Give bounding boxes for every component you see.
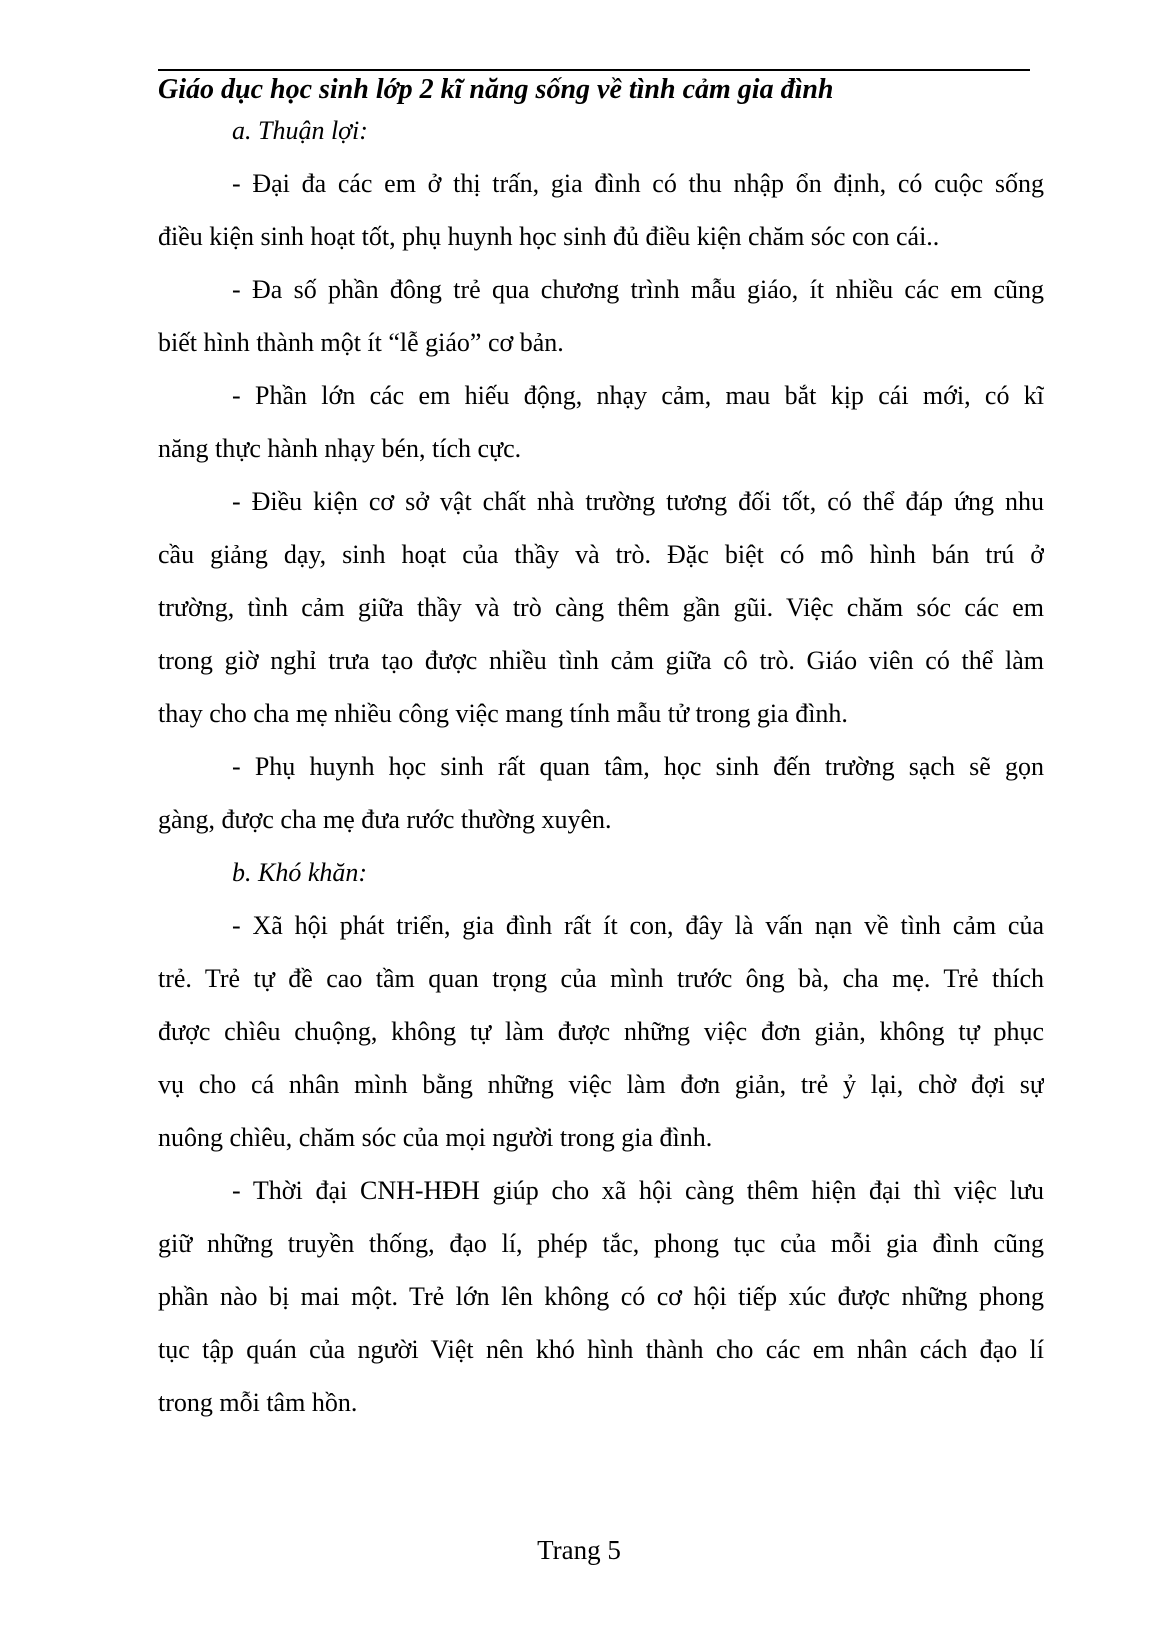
text-line: trẻ. Trẻ tự đề cao tầm quan trọng của mình trước ông bà, cha mẹ. Trẻ thích [158,964,1044,993]
text-line: - Thời đại CNH-HĐH giúp cho xã hội càng thêm hiện đại thì việc lưu [232,1176,1044,1205]
text-line: - Xã hội phát triển, gia đình rất ít con, đây là vấn nạn về tình cảm của [232,911,1044,940]
text-line: điều kiện sinh hoạt tốt, phụ huynh học sinh đủ điều kiện chăm sóc con cái.. [158,222,940,251]
paragraph-dai-da [158,157,1044,263]
text-line: b. Khó khăn: [232,858,368,887]
text-line: - Đa số phần đông trẻ qua chương trình mẫu giáo, ít nhiều các em cũng [232,275,1044,304]
text-line: trường, tình cảm giữa thầy và trò càng thêm gần gũi. Việc chăm sóc các em [158,593,1044,622]
text-line: giữ những truyền thống, đạo lí, phép tắc, phong tục của mỗi gia đình cũng [158,1229,1044,1258]
text-line: tục tập quán của người Việt nên khó hình thành cho các em nhân cách đạo lí [158,1335,1044,1364]
text-line: - Phần lớn các em hiếu động, nhạy cảm, mau bắt kịp cái mới, có kĩ [232,381,1044,410]
heading-thuan-loi [158,104,1044,157]
paragraph-dieu-kien [158,475,1044,740]
text-line: trong mỗi tâm hồn. [158,1388,358,1417]
text-line: cầu giảng dạy, sinh hoạt của thầy và trò. Đặc biệt có mô hình bán trú ở [158,540,1044,569]
header-title: Giáo dục học sinh lớp 2 kĩ năng sống về tình cảm gia đình [158,74,834,105]
text-line: trong giờ nghỉ trưa tạo được nhiều tình cảm giữa cô trò. Giáo viên có thể làm [158,646,1044,675]
page-number: Trang 5 [537,1535,621,1565]
paragraph-phu-huynh [158,740,1044,846]
text-line: gàng, được cha mẹ đưa rước thường xuyên. [158,805,612,834]
text-line: biết hình thành một ít “lễ giáo” cơ bản. [158,328,564,357]
text-line: a. Thuận lợi: [232,116,368,145]
paragraph-da-so [158,263,1044,369]
paragraph-thoi-dai [158,1164,1044,1429]
text-line: năng thực hành nhạy bén, tích cực. [158,434,522,463]
text-line: nuông chìêu, chăm sóc của mọi người trong gia đình. [158,1123,713,1152]
text-line: thay cho cha mẹ nhiều công việc mang tính mẫu tử trong gia đình. [158,699,848,728]
paragraph-phan-lon [158,369,1044,475]
text-line: - Phụ huynh học sinh rất quan tâm, học sinh đến trường sạch sẽ gọn [232,752,1044,781]
text-line: được chìêu chuộng, không tự làm được những việc đơn giản, không tự phục [158,1017,1044,1046]
document-body [158,104,1044,1429]
text-line: vụ cho cá nhân mình bằng những việc làm đơn giản, trẻ ỷ lại, chờ đợi sự [158,1070,1044,1099]
heading-kho-khan [158,846,1044,899]
text-line: - Đại đa các em ở thị trấn, gia đình có thu nhập ổn định, có cuộc sống [232,169,1044,198]
text-line: phần nào bị mai một. Trẻ lớn lên không có cơ hội tiếp xúc được những phong [158,1282,1044,1311]
paragraph-xa-hoi [158,899,1044,1164]
header-divider [158,69,1030,71]
text-line: - Điều kiện cơ sở vật chất nhà trường tương đối tốt, có thể đáp ứng nhu [232,487,1044,516]
